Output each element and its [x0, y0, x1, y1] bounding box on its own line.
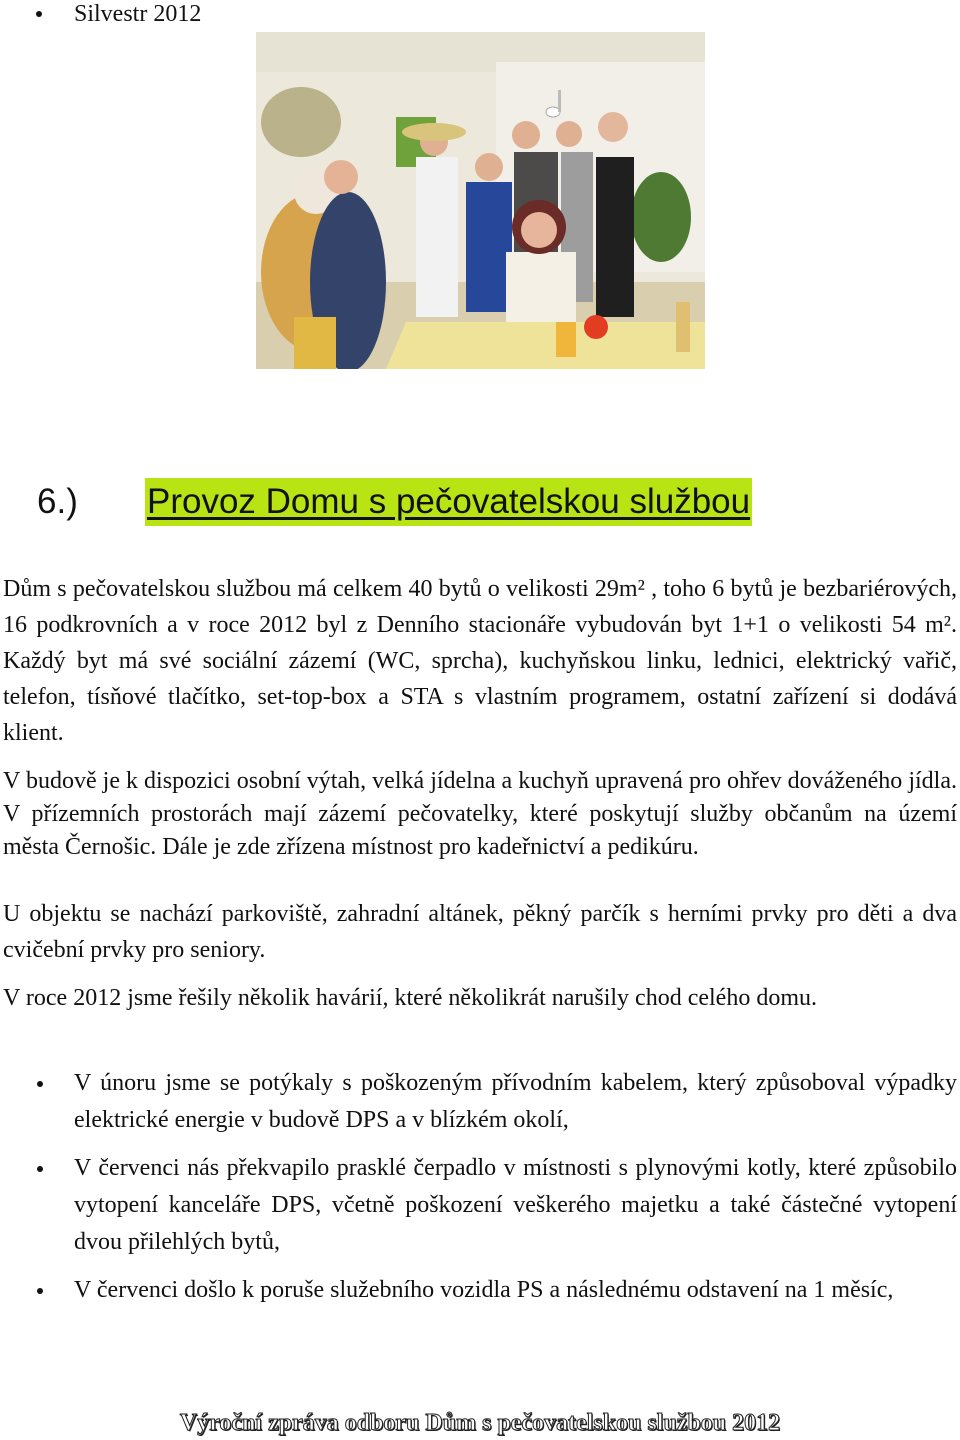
bullet-icon [37, 1081, 43, 1087]
bullet-icon [36, 11, 42, 17]
event-photo-illustration [256, 32, 705, 369]
incident-list-2 [37, 1150, 957, 1261]
top-bullet-item [36, 0, 201, 28]
incident-list-3 [37, 1272, 957, 1309]
list-item-text: V červenci došlo k poruše služebního vozidla PS a následnému odstavení na 1 měsíc, [74, 1277, 894, 1303]
page-footer: Výroční zpráva odboru Dům s pečovatelskou službou 2012 [179, 1410, 781, 1436]
list-item-text: V únoru jsme se potýkaly s poškozeným přívodním kabelem, který způsoboval výpadky elektrické energie v budově DPS a v blízkém okolí, [74, 1070, 957, 1133]
list-item [37, 1150, 957, 1261]
incident-list-1 [37, 1065, 957, 1139]
section-number: 6.) [37, 482, 78, 521]
list-item [37, 1272, 957, 1309]
paragraph-building-facilities: V budově je k dispozici osobní výtah, velká jídelna a kuchyň upravená pro ohřev dováženého jídla. V přízemních prostorách mají zázemí pečovatelky, které poskytují služby občanům na území města Černošic. Dále je zde zřízena místnost pro kadeřnictví a pedikúru. [3, 768, 957, 860]
section-heading [37, 478, 752, 526]
list-item [37, 1065, 957, 1139]
paragraph-outdoor-facilities: U objektu se nachází parkoviště, zahradní altánek, pěkný parčík s herními prvky pro děti a dva cvičební prvky pro seniory. [3, 901, 957, 963]
paragraph-incidents-intro: V roce 2012 jsme řešily několik havárií, které několikrát narušily chod celého domu. [3, 985, 817, 1011]
section-title: Provoz Domu s pečovatelskou službou [145, 478, 752, 526]
list-item-text: V červenci nás překvapilo prasklé čerpadlo v místnosti s plynovými kotly, které způsobilo vytopení kanceláře DPS, včetně poškození veškerého majetku a také částečné vytopení dvou přilehlých bytů, [74, 1155, 957, 1255]
bullet-icon [37, 1288, 43, 1294]
paragraph-apartments: Dům s pečovatelskou službou má celkem 40 bytů o velikosti 29m² , toho 6 bytů je bezbariérových, 16 podkrovních a v roce 2012 byl z Denního stacionáře vybudován byt 1+1 o velikosti 54 m². Každý byt má své sociální zázemí (WC, sprcha), kuchyňskou linku, lednici, elektrický vařič, telefon, tísňové tlačítko, set-top-box a STA s vlastním programem, ostatní zařízení si dodává klient. [3, 576, 957, 746]
event-photo [256, 32, 705, 369]
top-bullet-text: Silvestr 2012 [74, 1, 202, 27]
bullet-icon [37, 1166, 43, 1172]
